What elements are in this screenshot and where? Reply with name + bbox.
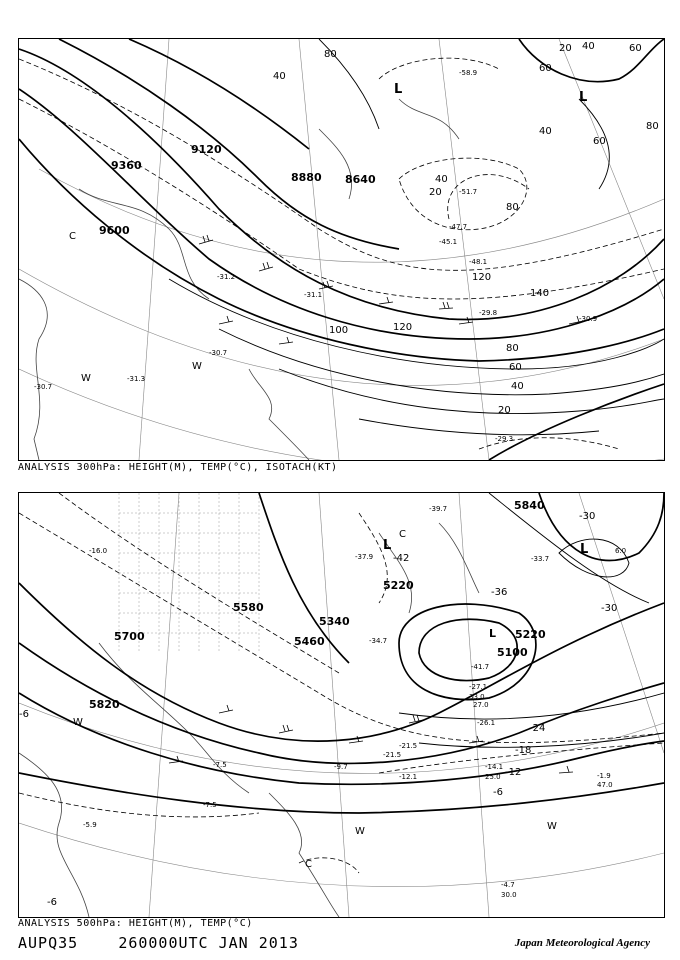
- temp-obs: -30.7: [34, 383, 53, 391]
- height-label: 5820: [89, 698, 120, 711]
- isotherm-label: -12: [505, 767, 522, 778]
- isotherm-label: -42: [393, 553, 410, 564]
- temp-obs: -30.7: [209, 349, 228, 357]
- temp-obs: -31.1: [304, 291, 323, 299]
- temp-obs: -47.7: [449, 223, 468, 231]
- low-center: L: [383, 538, 392, 553]
- obs-value: -5.9: [83, 821, 97, 829]
- isotach-label: 40: [511, 381, 524, 392]
- obs-value: -16.0: [89, 547, 108, 555]
- cold-center: C: [69, 231, 76, 242]
- obs-value: -21.5: [383, 751, 402, 759]
- analysis-300hpa-map: [18, 38, 665, 461]
- height-labels-300: [99, 143, 376, 237]
- isotherm-label: -6: [19, 709, 29, 720]
- isotach-label: 20: [498, 405, 511, 416]
- obs-value: -34.7: [369, 637, 388, 645]
- warm-center: W: [547, 821, 557, 832]
- isotach-label: 60: [629, 43, 642, 54]
- isotherms-500: [19, 493, 664, 873]
- pressure-centers-500: [73, 529, 588, 870]
- temp-obs: -51.7: [459, 188, 478, 196]
- temp-obs: -31.3: [127, 375, 146, 383]
- isotach-label: 140: [530, 288, 550, 299]
- isotach-label: 120: [393, 322, 413, 333]
- graticule: [19, 39, 664, 460]
- obs-value: -14.1: [485, 763, 504, 771]
- isotherm-label: -30: [601, 603, 618, 614]
- obs-value: -27.1: [469, 683, 488, 691]
- low-center: L: [489, 627, 497, 640]
- obs-value: -9.7: [334, 763, 348, 771]
- isotach-label: 80: [506, 343, 519, 354]
- isotach-label: 80: [324, 49, 337, 60]
- coastline: [19, 99, 459, 460]
- obs-value: -26.1: [477, 719, 496, 727]
- chart-code-datetime: [18, 934, 299, 952]
- height-label: 9360: [111, 159, 142, 172]
- isotach-label: 120: [472, 272, 492, 283]
- height-label: 5580: [233, 601, 264, 614]
- height-label: 8640: [345, 173, 376, 186]
- isotherm-label: -36: [491, 587, 508, 598]
- isotach-label: 60: [593, 136, 606, 147]
- warm-center: W: [355, 826, 365, 837]
- temp-obs: -29.3: [495, 435, 514, 443]
- wind-barbs-300: [199, 235, 583, 344]
- warm-center: W: [192, 361, 202, 372]
- height-label: 9600: [99, 224, 130, 237]
- temp-obs: -30.9: [579, 315, 598, 323]
- obs-value: 25.0: [485, 773, 501, 781]
- temp-obs: -31.2: [217, 273, 236, 281]
- isotach-label: 100: [329, 325, 349, 336]
- analysis-500hpa-map: [18, 492, 665, 918]
- chart-code: AUPQ35: [18, 934, 79, 952]
- obs-value: -41.7: [471, 663, 490, 671]
- map-500hpa-svg: [19, 493, 664, 917]
- isotherm-label: -24: [529, 723, 546, 734]
- temp-obs: -48.1: [469, 258, 488, 266]
- height-label: 5220: [515, 628, 546, 641]
- analysis-datetime: 260000UTC JAN 2013: [118, 934, 299, 952]
- obs-value: -39.7: [429, 505, 448, 513]
- temp-obs: -29.8: [479, 309, 498, 317]
- caption-300hpa: ANALYSIS 300hPa: HEIGHT(M), TEMP(°C), ISOTACH(KT): [18, 462, 338, 473]
- warm-center: W: [73, 717, 83, 728]
- isotach-label: 40: [273, 71, 286, 82]
- isotach-label: 20: [429, 187, 442, 198]
- height-label: 5100: [497, 646, 528, 659]
- isotach-label: 80: [646, 121, 659, 132]
- cold-center: C: [399, 529, 406, 540]
- cold-center: C: [305, 859, 312, 870]
- isotach-label: 60: [509, 362, 522, 373]
- obs-value: -7.5: [213, 761, 227, 769]
- isotach-label: 20: [559, 43, 572, 54]
- temp-obs: -45.1: [439, 238, 458, 246]
- height-label: 9120: [191, 143, 222, 156]
- isotherm-solid-500: [399, 493, 664, 747]
- low-center: L: [394, 82, 403, 97]
- isotherm-label: -6: [493, 787, 503, 798]
- isotherm-label: -18: [515, 745, 532, 756]
- height-label: 5460: [294, 635, 325, 648]
- isotach-label: 40: [582, 41, 595, 52]
- obs-value: 47.0: [597, 781, 613, 789]
- caption-500hpa: ANALYSIS 500hPa: HEIGHT(M), TEMP(°C): [18, 918, 253, 929]
- isotherm-label: -30: [579, 511, 596, 522]
- obs-value: -12.1: [399, 773, 418, 781]
- isotach-label: 60: [539, 63, 552, 74]
- obs-value: -1.9: [597, 772, 611, 780]
- obs-value: 33.0: [469, 693, 485, 701]
- isotach-label: 80: [506, 202, 519, 213]
- obs-value: -7.5: [203, 801, 217, 809]
- height-label: 5340: [319, 615, 350, 628]
- isotach-contours-300: [169, 39, 664, 435]
- isotach-label: 40: [435, 174, 448, 185]
- temp-obs: -58.9: [459, 69, 478, 77]
- agency-name: Japan Meteorological Agency: [514, 937, 650, 949]
- low-center: L: [580, 542, 589, 557]
- isotherm-label: -6: [47, 897, 57, 908]
- obs-value: -37.9: [355, 553, 374, 561]
- low-center: L: [579, 90, 588, 105]
- obs-value: 6.0: [615, 547, 627, 555]
- obs-value: -4.7: [501, 881, 515, 889]
- obs-value: -21.5: [399, 742, 418, 750]
- isotach-label: 40: [539, 126, 552, 137]
- obs-value: -33.7: [531, 555, 550, 563]
- warm-center: W: [81, 373, 91, 384]
- height-label: 8880: [291, 171, 322, 184]
- height-label: 5840: [514, 499, 545, 512]
- height-label: 5700: [114, 630, 145, 643]
- hatch-area: [119, 493, 259, 653]
- obs-value: 30.0: [501, 891, 517, 899]
- height-contours-300: [19, 39, 664, 460]
- height-label: 5220: [383, 579, 414, 592]
- obs-value: 27.0: [473, 701, 489, 709]
- map-300hpa-svg: [19, 39, 664, 460]
